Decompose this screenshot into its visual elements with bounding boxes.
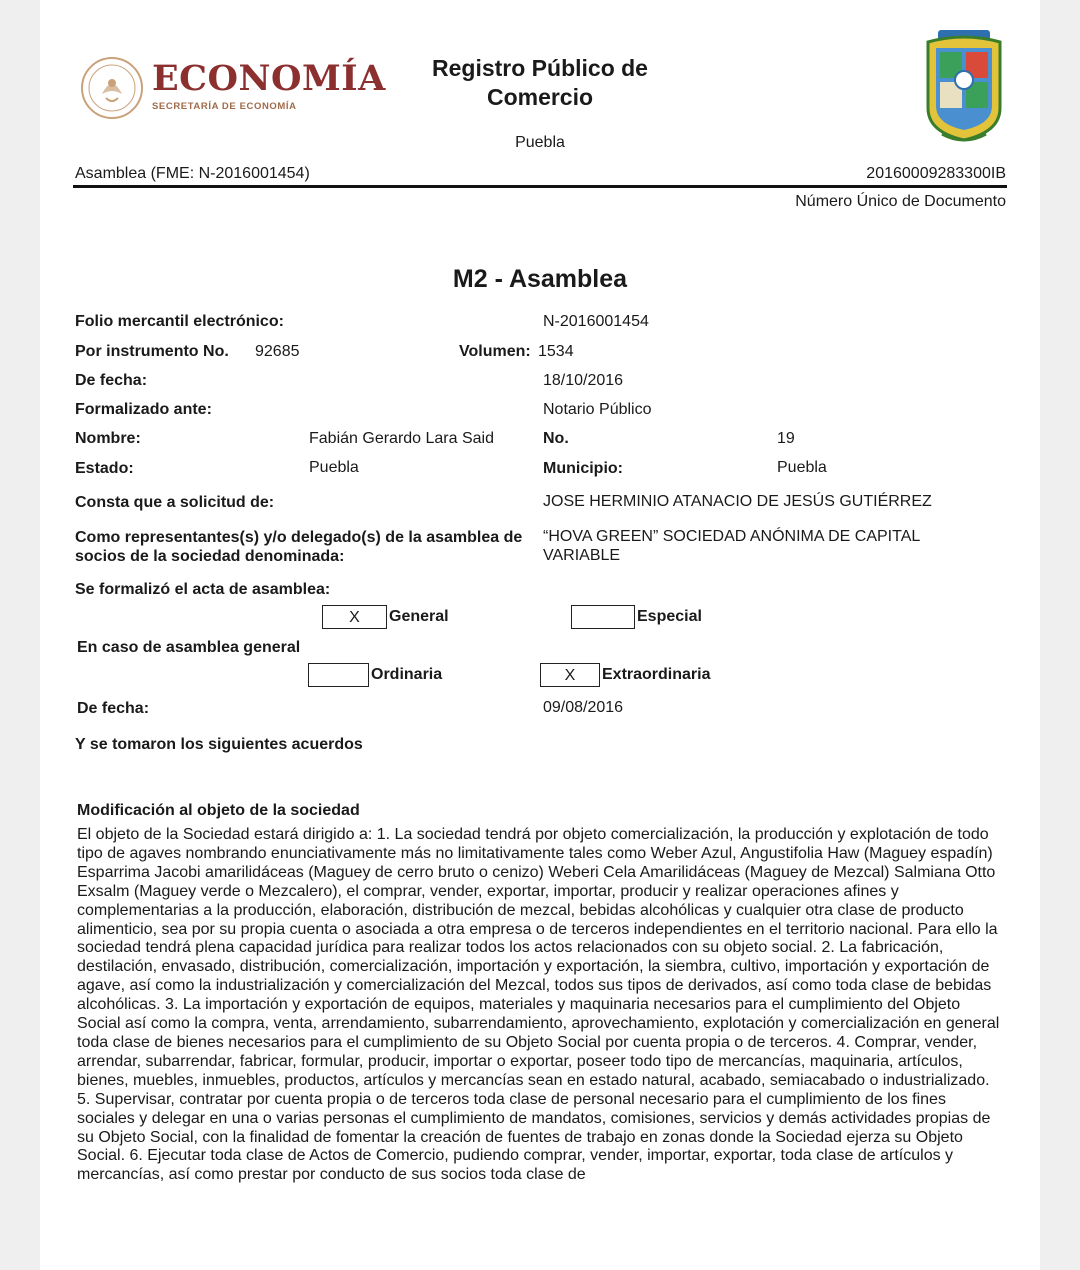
- instrumento-label: Por instrumento No.: [75, 343, 229, 360]
- asamblea-reference: Asamblea (FME: N-2016001454): [75, 165, 310, 182]
- representantes-label-line2: socios de la sociedad denominada:: [75, 548, 345, 565]
- formalizo-label: Se formalizó el acta de asamblea:: [75, 581, 331, 598]
- registry-title-line2: Comercio: [486, 84, 594, 110]
- document-number-label: Número Único de Documento: [795, 193, 1006, 210]
- ordinaria-label: Ordinaria: [371, 666, 443, 683]
- instrumento-value: 92685: [255, 343, 300, 360]
- fecha-value: 18/10/2016: [543, 372, 624, 389]
- header-divider: [73, 185, 1007, 188]
- registry-title-line1: Registro Público de: [432, 55, 648, 81]
- sociedad-name: [543, 527, 920, 565]
- estado-value: Puebla: [309, 459, 359, 476]
- mexico-seal-icon: [80, 56, 144, 120]
- consta-value: JOSE HERMINIO ATANACIO DE JESÚS GUTIÉRREZ: [543, 493, 932, 510]
- municipio-label: Municipio:: [543, 460, 623, 477]
- registry-state: Puebla: [515, 134, 565, 151]
- caso-general-label: En caso de asamblea general: [77, 639, 301, 656]
- fecha-asamblea-value: 09/08/2016: [543, 699, 624, 716]
- page-title: M2 - Asamblea: [452, 265, 628, 293]
- folio-value: N-2016001454: [543, 313, 649, 330]
- folio-label: Folio mercantil electrónico:: [75, 313, 284, 330]
- especial-checkbox: [571, 605, 635, 629]
- registry-title: [390, 54, 690, 112]
- document-page: [40, 0, 1040, 1270]
- especial-label: Especial: [637, 608, 702, 625]
- economia-logo-subtitle: SECRETARÍA DE ECONOMÍA: [152, 101, 297, 112]
- representantes-label-line1: Como representantes(s) y/o delegado(s) de la asamblea de: [75, 529, 523, 546]
- ordinaria-checkbox: [308, 663, 369, 687]
- fecha-asamblea-label: De fecha:: [77, 700, 150, 717]
- nombre-label: Nombre:: [75, 430, 141, 447]
- section-title: Modificación al objeto de la sociedad: [77, 802, 360, 819]
- nombre-value: Fabián Gerardo Lara Said: [309, 430, 494, 447]
- estado-label: Estado:: [75, 460, 134, 477]
- puebla-crest-icon: [922, 28, 1006, 146]
- acuerdos-label: Y se tomaron los siguientes acuerdos: [75, 736, 363, 753]
- volumen-label: Volumen:: [459, 343, 531, 360]
- formalizado-label: Formalizado ante:: [75, 401, 212, 418]
- extraordinaria-checkbox: X: [540, 663, 600, 687]
- consta-label: Consta que a solicitud de:: [75, 494, 275, 511]
- no-label: No.: [543, 430, 569, 447]
- municipio-value: Puebla: [777, 459, 827, 476]
- extraordinaria-label: Extraordinaria: [602, 666, 711, 683]
- volumen-value: 1534: [538, 343, 574, 360]
- economia-logo: [80, 52, 386, 122]
- document-number: 20160009283300IB: [866, 165, 1006, 182]
- formalizado-value: Notario Público: [543, 401, 652, 418]
- economia-logo-text: ECONOMÍA: [152, 58, 386, 99]
- sociedad-name-line2: VARIABLE: [543, 547, 621, 564]
- section-body: El objeto de la Sociedad estará dirigido a: 1. La sociedad tendrá por objeto comercialización, la producción y explotación de todo tipo de agaves nombrando enunciativamente más no limitativamente tales como Weber Azul, Angustifolia Haw (Maguey espadín) Esparrima Jacobi amarilidáceas (Maguey de cerro bruto o cenizo) Weberi Cela Amarilidáceas (Maguey de Mezcal) Salmiana Otto Exsalm (Maguey verde o Mezcalero), el comprar, vender, exportar, importar, producir y realizar operaciones afines y complementarias a la producción, elaboración, distribución de mezcal, bebidas alcohólicas y cualquier otra clase de producto alimenticio, sea por su propia cuenta o asociada a otra empresa o de terceros independientes en el territorio nacional. Para ello la sociedad tendrá plena capacidad jurídica para realizar todos los actos relacionados con su objeto social. 2. La fabricación, destilación, envasado, distribución, comercialización, importación y exportación, la siembra, cultivo, importación y exportación de agave, así como la industrialización y comercialización del Mezcal, todos sus tipos de derivados, así como toda clase de bebidas alcohólicas. 3. La importación y exportación de equipos, materiales y maquinaria necesarios para el cumplimiento del Objeto Social así como la compra, venta, arrendamiento, subarrendamiento, aprovechamiento, explotación y comercialización en general toda clase de bienes necesarios para el cumplimiento de su Objeto Social por cuenta propia o de terceros. 4. Comprar, vender, arrendar, subarrendar, fabricar, formular, producir, importar o exportar, poseer todo tipo de mercancías, maquinaria, artículos, bienes, muebles, inmuebles, productos, artículos y mercancías sean en estado natural, acabado, semiacabado o industrializado. 5. Supervisar, contratar por cuenta propia o de terceros toda clase de personal necesario para el cumplimiento de los fines sociales y delegar en una o varias personas el cumplimiento de mandatos, comisiones, servicios y demás actividades propias de su Objeto Social, con la finalidad de fomentar la creación de fuentes de trabajo en zonas donde la Sociedad ejerza su Objeto Social. 6. Ejecutar toda clase de Actos de Comercio, pudiendo comprar, vender, importar, exportar, toda clase de artículos y mercancías, así como prestar por conducto de sus socios toda clase de: [77, 826, 1000, 1184]
- representantes-label: [75, 528, 522, 566]
- no-value: 19: [777, 430, 795, 447]
- general-label: General: [389, 608, 449, 625]
- sociedad-name-line1: “HOVA GREEN” SOCIEDAD ANÓNIMA DE CAPITAL: [543, 528, 921, 545]
- fecha-label: De fecha:: [75, 372, 148, 389]
- general-checkbox: X: [322, 605, 387, 629]
